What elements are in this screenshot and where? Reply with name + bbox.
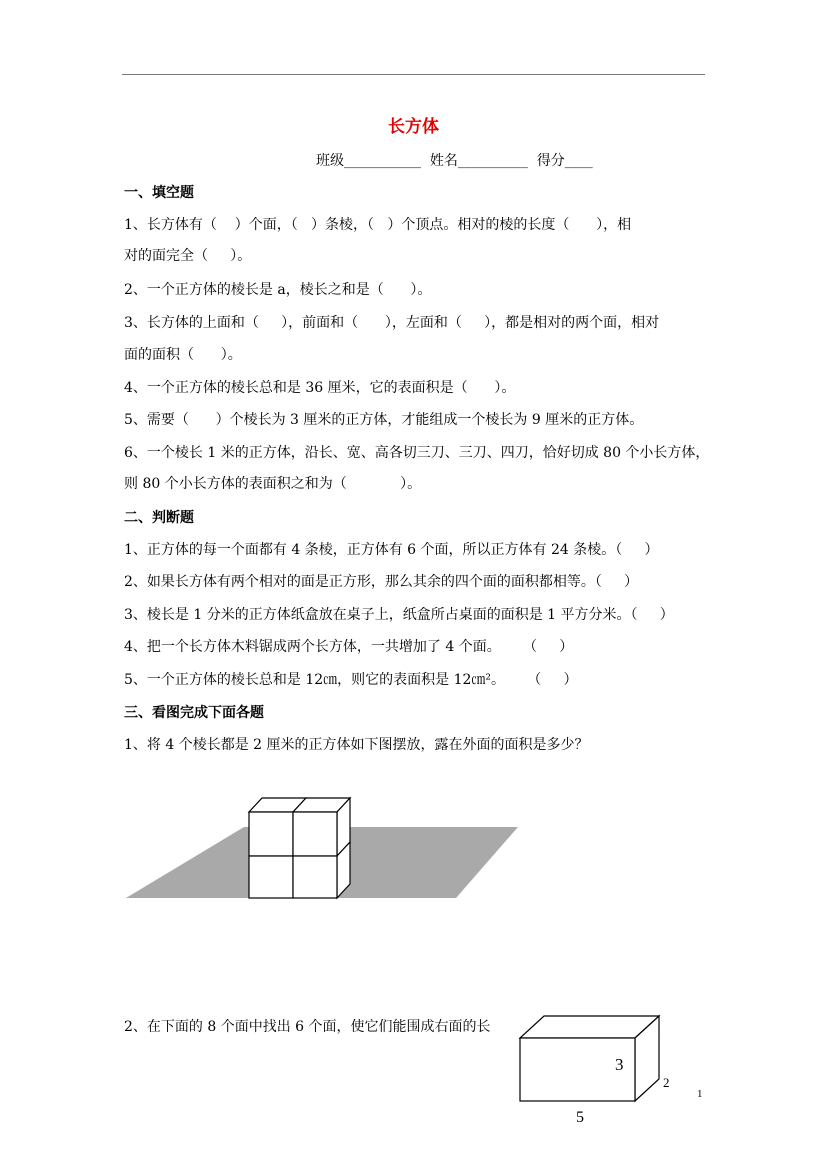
box-figure bbox=[515, 1012, 695, 1127]
section-heading-fill: 一、填空题 bbox=[124, 185, 194, 201]
figure-question-1: 1、将 4 个棱长都是 2 厘米的正方体如下图摆放，露在外面的面积是多少？ bbox=[124, 737, 589, 753]
fill-line-4: 3、长方体的上面和（ ），前面和（ ），左面和（ ），都是相对的两个面，相对 bbox=[124, 315, 660, 331]
judge-line-4: 4、把一个长方体木料锯成两个长方体，一共增加了 4 个面。 （ ） bbox=[124, 639, 574, 655]
cube-front-bl bbox=[249, 856, 293, 898]
judge-line-3: 3、棱长是 1 分米的正方体纸盒放在桌子上，纸盒所占桌面的面积是 1 平方分米。（ ） bbox=[124, 607, 674, 623]
cube-front-tl bbox=[249, 812, 293, 856]
cube-front-br bbox=[293, 856, 337, 898]
section-heading-judge: 二、判断题 bbox=[124, 510, 194, 526]
section-heading-figure: 三、看图完成下面各题 bbox=[124, 705, 264, 721]
class-field: 班级___________ bbox=[316, 153, 421, 169]
judge-line-5: 5、一个正方体的棱长总和是 12㎝，则它的表面积是 12㎝²。 （ ） bbox=[124, 672, 578, 688]
cube-front-tr bbox=[293, 812, 337, 856]
page-title: 长方体 bbox=[388, 117, 439, 137]
page-number: 1 bbox=[697, 1088, 703, 1100]
figure-question-2: 2、在下面的 8 个面中找出 6 个面，使它们能围成右面的长 bbox=[124, 1019, 491, 1035]
header-rule bbox=[122, 74, 705, 75]
score-field: 得分____ bbox=[536, 153, 593, 169]
judge-line-2: 2、如果长方体有两个相对的面是正方形，那么其余的四个面的面积都相等。（ ） bbox=[124, 574, 639, 590]
box-height-label: 3 bbox=[615, 1055, 624, 1074]
cubes-figure bbox=[120, 790, 530, 905]
fill-line-6: 4、一个正方体的棱长总和是 36 厘米，它的表面积是（ ）。 bbox=[124, 380, 516, 396]
box-width-label: 2 bbox=[663, 1075, 670, 1090]
student-info bbox=[316, 150, 593, 170]
judge-line-1: 1、正方体的每一个面都有 4 条棱，正方体有 6 个面，所以正方体有 24 条棱。（ ） bbox=[124, 542, 659, 558]
fill-line-1: 1、长方体有（ ）个面，（ ）条棱，（ ）个顶点。相对的棱的长度（ ），相 bbox=[124, 217, 632, 233]
fill-line-5: 面的面积（ ）。 bbox=[124, 347, 242, 363]
fill-line-8: 6、一个棱长 1 米的正方体，沿长、宽、高各切三刀、三刀、四刀，恰好切成 80 个小长方体， bbox=[124, 445, 710, 461]
name-field: 姓名__________ bbox=[429, 153, 528, 169]
fill-line-3: 2、一个正方体的棱长是 a，棱长之和是（ ）。 bbox=[124, 282, 432, 298]
fill-line-7: 5、需要（ ）个棱长为 3 厘米的正方体，才能组成一个棱长为 9 厘米的正方体。 bbox=[124, 412, 644, 428]
box-length-label: 5 bbox=[576, 1109, 584, 1126]
fill-line-2: 对的面完全（ ）。 bbox=[124, 248, 252, 264]
fill-line-9: 则 80 个小长方体的表面积之和为（ ）。 bbox=[124, 476, 422, 492]
